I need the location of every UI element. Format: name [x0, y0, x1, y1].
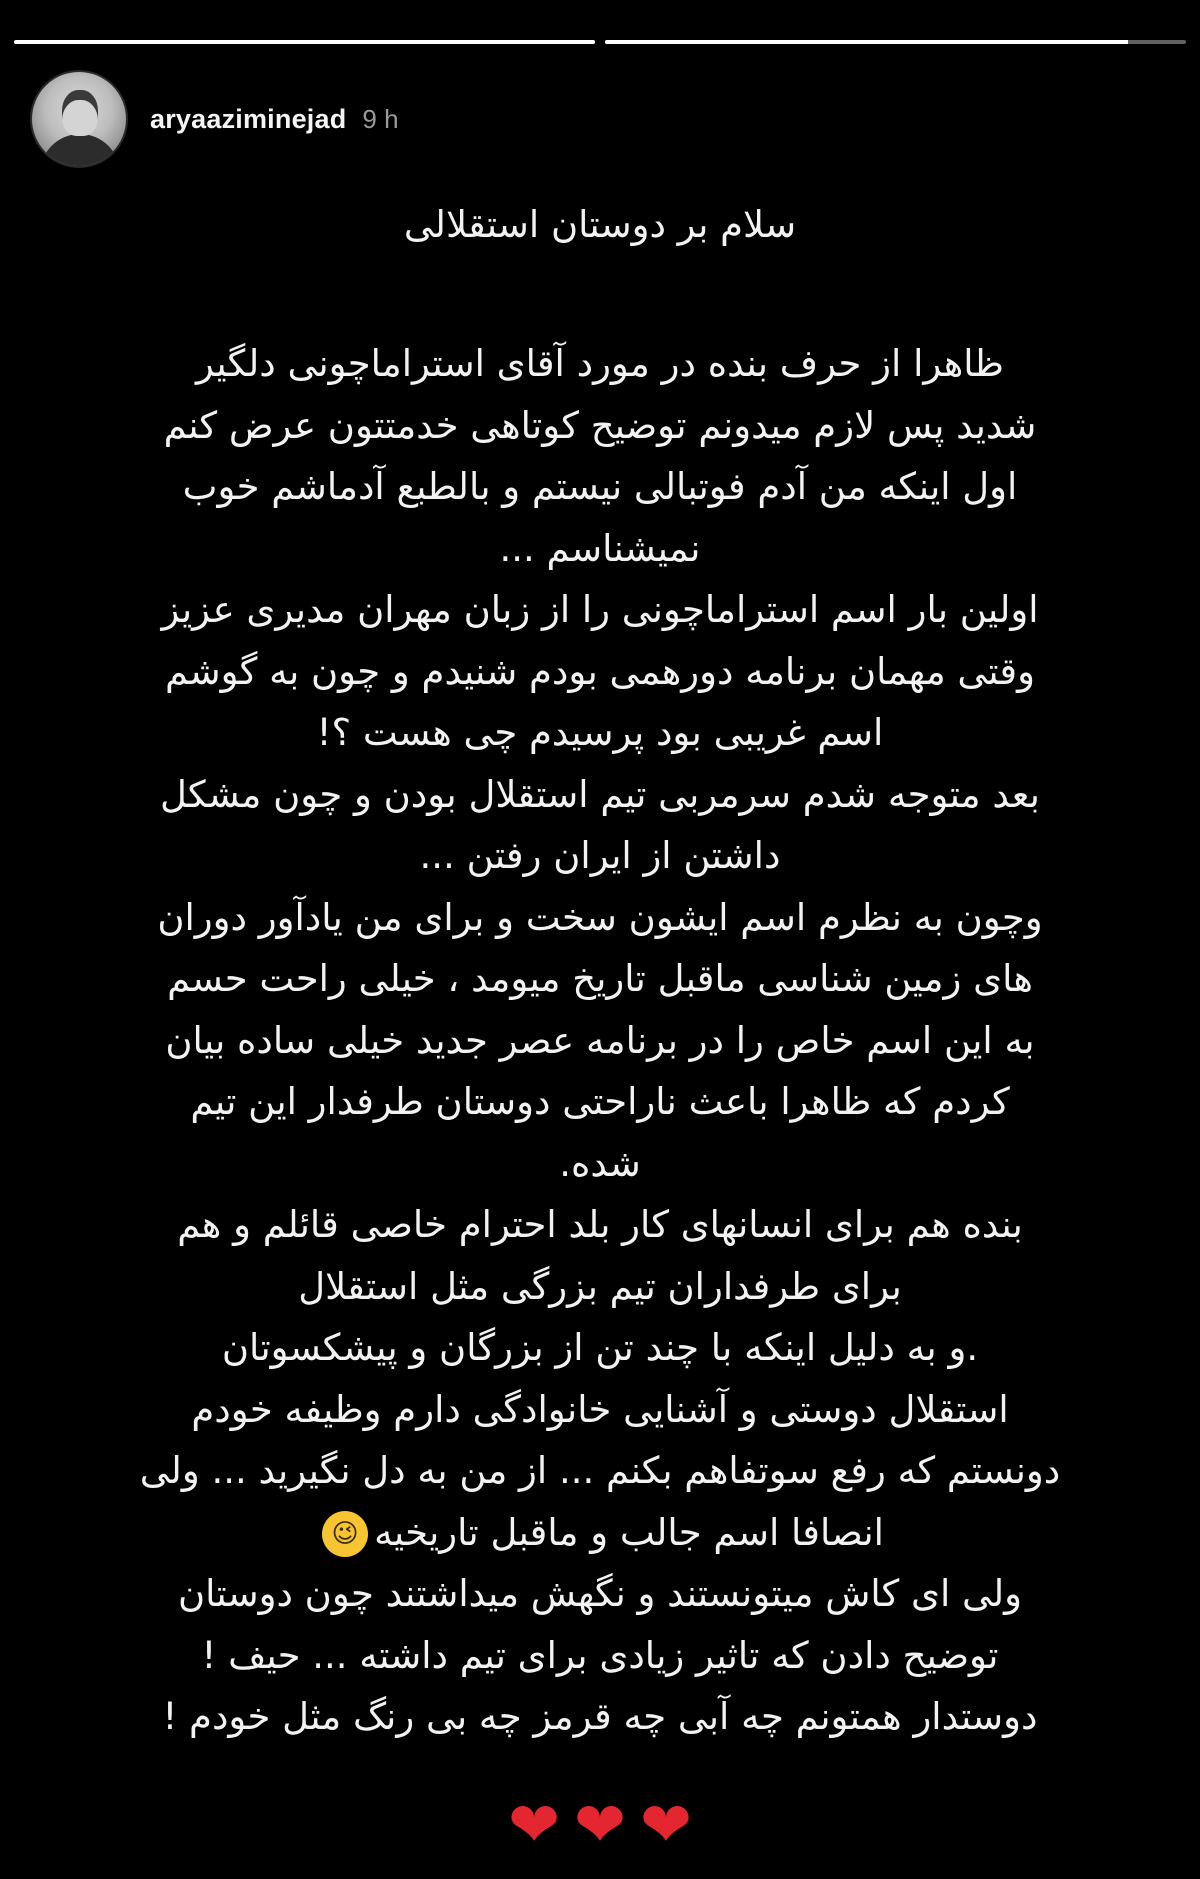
story-text-line: انصافا اسم جالب و ماقبل تاریخیه😉 [60, 1502, 1140, 1564]
story-text-lines [60, 333, 1140, 1748]
story-text-line: های زمین شناسی ماقبل تاریخ میومد ، خیلی راحت حسم [167, 957, 1033, 1000]
story-text-line: اول اینکه من آدم فوتبالی نیستم و بالطبع آدماشم خوب [182, 465, 1018, 508]
story-text-line: شدید پس لازم میدونم توضیح کوتاهی خدمتتون عرض کنم [163, 403, 1037, 447]
story-text-line: دونستم که رفع سوتفاهم بکنم ... از من به دل نگیرید ... ولی [139, 1449, 1061, 1492]
username[interactable]: aryaaziminejad [150, 103, 347, 134]
story-text-line: برای طرفداران تیم بزرگی مثل استقلال [298, 1264, 902, 1308]
story-text-line: بنده هم برای انسانهای کار بلد احترام خاصی قائلم و هم [177, 1203, 1023, 1246]
hearts-row [0, 1790, 1200, 1860]
story-text-line: اسم غریبی بود پرسیدم چی هست ؟! [316, 711, 884, 754]
story-header [30, 70, 399, 168]
story-text-line: توضیح دادن که تاثیر زیادی برای تیم داشته ... حیف ! [201, 1633, 999, 1677]
avatar-face [62, 90, 98, 136]
story-text-line: ولی ای کاش میتونستند و نگهش میداشتند چون دوستان [177, 1572, 1023, 1615]
story-text-line: ظاهرا از حرف بنده در مورد آقای استراماچونی دلگیر [195, 342, 1005, 385]
story-text-line: .و به دلیل اینکه با چند تن از بزرگان و پیشکسوتان [221, 1326, 979, 1369]
story-progress-fill-1 [14, 40, 595, 44]
story-progress-fill-2 [605, 40, 1128, 44]
story-text-line: داشتن از ایران رفتن ... [419, 834, 781, 877]
story-text-line: دوستدار همتونم چه آبی چه قرمز چه بی رنگ مثل خودم ! [162, 1695, 1038, 1738]
story-text-line: شده. [559, 1141, 641, 1185]
heart-icon: ❤ [508, 1788, 561, 1861]
story-progress-segment-2 [605, 40, 1186, 44]
story-text-line: وچون به نظرم اسم ایشون سخت و برای من یادآور دوران [157, 895, 1043, 939]
story-text-body [60, 195, 1140, 1748]
avatar-shoulders [40, 134, 120, 168]
story-progress-segment-1 [14, 40, 595, 44]
heart-icon: ❤ [574, 1788, 626, 1861]
story-text-line: وقتی مهمان برنامه دورهمی بودم شنیدم و چون به گوشم [165, 649, 1035, 693]
story-text-line: استقلال دوستی و آشنایی خانوادگی دارم وظیفه خودم [191, 1387, 1009, 1431]
story-text-line: بعد متوجه شدم سرمربی تیم استقلال بودن و چون مشکل [160, 772, 1040, 816]
greeting-line: سلام بر دوستان استقلالی [403, 203, 797, 246]
post-time: 9 h [362, 103, 399, 134]
story-text-line: به این اسم خاص را در برنامه عصر جدید خیلی ساده بیان [165, 1018, 1035, 1062]
story-text-line: نمیشناسم ... [499, 526, 701, 570]
story-text-line: کردم که ظاهرا باعث ناراحتی دوستان طرفدار این تیم [190, 1080, 1010, 1123]
heart-icon: ❤ [639, 1788, 692, 1861]
wink-emoji-icon: 😉 [322, 1511, 368, 1557]
story-progress-bar [14, 40, 1186, 44]
profile-avatar[interactable] [30, 70, 128, 168]
story-text-line: اولین بار اسم استراماچونی را از زبان مهران مدیری عزیز [161, 588, 1039, 631]
